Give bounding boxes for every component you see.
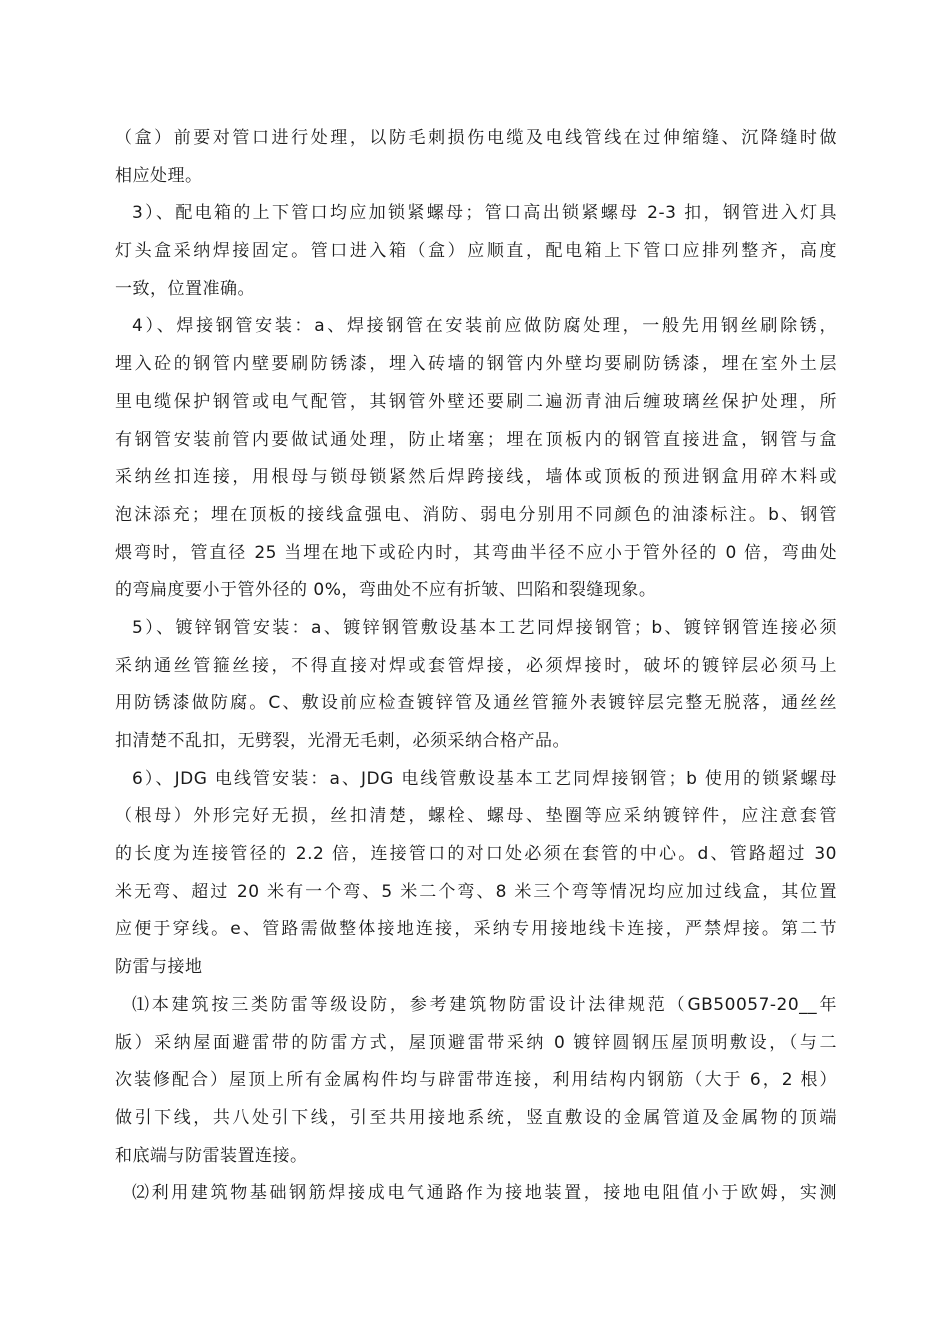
text-line: 灯头盒采纳焊接固定。管口进入箱（盒）应顺直，配电箱上下管口应排列整齐，高度 [115,241,837,262]
text-line: ⑵利用建筑物基础钢筋焊接成电气通路作为接地装置，接地电阻值小于欧姆，实测 [132,1183,837,1204]
text-line: 扣清楚不乱扣，无劈裂，光滑无毛刺，必须采纳合格产品。 [115,731,570,751]
text-line: 次装修配合）屋顶上所有金属构件均与辟雷带连接，利用结构内钢筋（大于 6，2 根） [115,1070,837,1091]
text-line: 里电缆保护钢管或电气配管，其钢管外壁还要刷二遍沥青油后缠玻璃丝保护处理，所 [115,391,837,412]
text-line: 6）、JDG 电线管安装：a、JDG 电线管敷设基本工艺同焊接钢管；b 使用的锁紧螺母 [132,768,837,789]
text-line: 一致，位置准确。 [115,278,255,299]
body-text [115,120,837,1213]
text-line: 4）、焊接钢管安装：a、焊接钢管在安装前应做防腐处理，一般先用钢丝刷除锈， [132,316,837,337]
text-line: 埋入砼的钢管内壁要刷防锈漆，埋入砖墙的钢管内外壁均要刷防锈漆，埋在室外土层 [115,354,837,375]
text-line: 米无弯、超过 20 米有一个弯、5 米二个弯、8 米三个弯等情况均应加过线盒，其位置 [115,881,837,902]
text-line: 3）、配电箱的上下管口均应加锁紧螺母；管口高出锁紧螺母 2-3 扣，钢管进入灯具 [132,203,837,224]
text-line: 采纳通丝管箍丝接，不得直接对焊或套管焊接，必须焊接时，破坏的镀锌层必须马上 [115,655,837,676]
text-line: 做引下线，共八处引下线，引至共用接地系统，竖直敷设的金属管道及金属物的顶端 [115,1107,837,1128]
text-line: 的长度为连接管径的 2.2 倍，连接管口的对口处必须在套管的中心。d、管路超过 30 [115,844,837,865]
text-line: （盒）前要对管口进行处理，以防毛刺损伤电缆及电线管线在过伸缩缝、沉降缝时做 [115,128,837,148]
text-line: 版）采纳屋面避雷带的防雷方式，屋顶避雷带采纳 0 镀锌圆钢压屋顶明敷设，（与二 [115,1032,837,1053]
text-line: 采纳丝扣连接，用根母与锁母锁紧然后焊跨接线，墙体或顶板的预进钢盒用碎木料或 [115,467,837,488]
text-line: 和底端与防雷装置连接。 [115,1145,308,1166]
text-line: （根母）外形完好无损，丝扣清楚，螺栓、螺母、垫圈等应采纳镀锌件，应注意套管 [115,806,837,827]
text-line: 应便于穿线。e、管路需做整体接地连接，采纳专用接地线卡连接，严禁焊接。第二节 [115,919,837,940]
text-line: 的弯扁度要小于管外径的 0%，弯曲处不应有折皱、凹陷和裂缝现象。 [115,580,657,601]
section-heading: 防雷与接地 [115,957,203,978]
text-line: 有钢管安装前管内要做试通处理，防止堵塞；埋在顶板内的钢管直接进盒，钢管与盒 [115,429,837,450]
text-line: 相应处理。 [115,165,203,186]
text-line: 用防锈漆做防腐。C、敷设前应检查镀锌管及通丝管箍外表镀锌层完整无脱落，通丝丝 [115,693,837,714]
text-line: 泡沫添充；埋在顶板的接线盒强电、消防、弱电分别用不同颜色的油漆标注。b、钢管 [115,504,837,525]
text-line: 煨弯时，管直径 25 当埋在地下或砼内时，其弯曲半径不应小于管外径的 0 倍，弯曲处 [115,542,837,563]
text-line: ⑴本建筑按三类防雷等级设防，参考建筑物防雷设计法律规范（GB50057-20__年 [132,994,837,1015]
text-line: 5）、镀锌钢管安装：a、镀锌钢管敷设基本工艺同焊接钢管；b、镀锌钢管连接必须 [132,617,837,638]
